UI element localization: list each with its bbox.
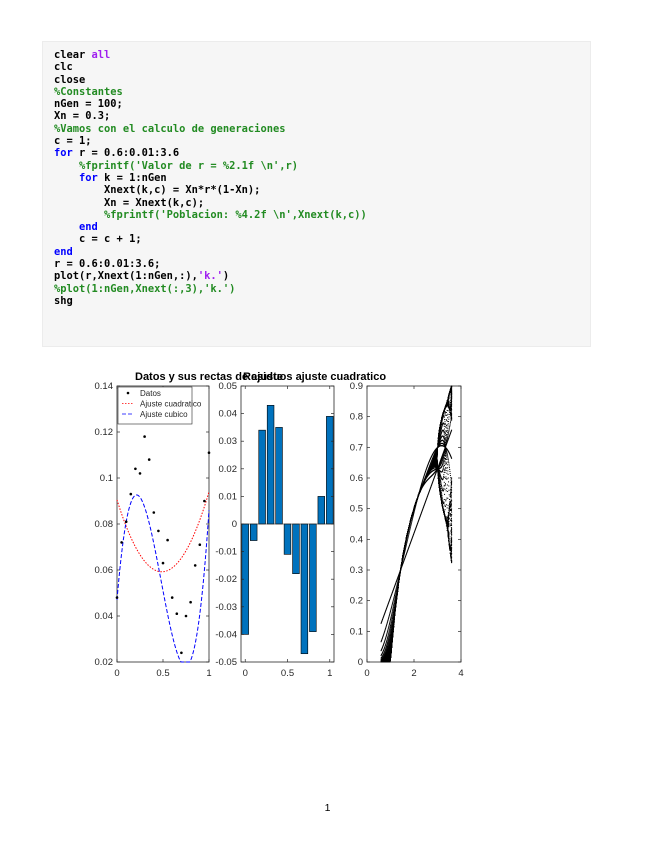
- code-line: [54, 270, 367, 282]
- bifurcation-point: [387, 638, 388, 639]
- code-token: [54, 172, 79, 184]
- code-token: clc: [54, 61, 73, 73]
- code-token: %Vamos con el calculo de generaciones: [54, 123, 285, 135]
- residual-bar: [250, 524, 257, 541]
- code-token: nGen = 100;: [54, 98, 123, 110]
- y-tick-label: 0.04: [95, 611, 114, 622]
- bifurcation-point: [391, 644, 392, 645]
- bifurcation-point: [389, 615, 390, 616]
- data-point: [139, 472, 142, 475]
- bifurcation-point: [391, 616, 392, 617]
- bifurcation-point: [390, 611, 391, 612]
- bifurcation-point: [388, 634, 389, 635]
- bifurcation-point: [390, 612, 391, 613]
- bifurcation-point: [390, 618, 391, 619]
- bifurcation-point: [387, 637, 388, 638]
- bifurcation-point: [391, 652, 392, 653]
- bifurcation-point: [391, 613, 392, 614]
- axes-box: [117, 386, 209, 662]
- bifurcation-point: [390, 610, 391, 611]
- code-token: c = c + 1;: [54, 233, 142, 245]
- bifurcation-point: [389, 624, 390, 625]
- data-point: [176, 612, 179, 615]
- code-token: shg: [54, 295, 73, 307]
- bifurcation-point: [391, 607, 392, 608]
- residual-bar: [267, 405, 274, 524]
- code-token: r = 0.6:0.01:3.6: [73, 147, 179, 159]
- residual-bar: [284, 524, 291, 554]
- data-point: [148, 458, 151, 461]
- x-tick-label: 1: [327, 668, 332, 679]
- code-token: k = 1:nGen: [98, 172, 167, 184]
- bifurcation-point: [388, 629, 389, 630]
- bifurcation-point: [388, 635, 389, 636]
- y-tick-label: 0.04: [219, 409, 238, 420]
- y-tick-label: 0.02: [95, 657, 114, 668]
- y-tick-label: 0.03: [219, 436, 238, 447]
- residual-bar: [301, 524, 308, 654]
- code-line: [54, 49, 367, 61]
- code-token: close: [54, 74, 85, 86]
- code-token: clear: [54, 49, 92, 61]
- y-tick-label: 0.06: [95, 565, 114, 576]
- bifurcation-point: [390, 660, 391, 661]
- code-token: end: [54, 246, 73, 258]
- residual-bar: [326, 416, 333, 524]
- bifurcation-point: [388, 627, 389, 628]
- bifurcation-point: [390, 620, 391, 621]
- bifurcation-point: [389, 614, 390, 615]
- data-point: [120, 541, 123, 544]
- code-token: all: [92, 49, 111, 61]
- data-point: [185, 615, 188, 618]
- residual-bar: [318, 496, 325, 524]
- code-line: [54, 197, 367, 209]
- y-tick-label: -0.05: [215, 657, 237, 668]
- residual-bar: [276, 427, 283, 524]
- bifurcation-point: [389, 631, 390, 632]
- code-token: r = 0.6:0.01:3.6;: [54, 258, 160, 270]
- data-point: [194, 564, 197, 567]
- y-tick-label: -0.01: [215, 547, 237, 558]
- bifurcation-point: [391, 650, 392, 651]
- code-listing: [54, 49, 367, 307]
- bifurcation-point: [388, 632, 389, 633]
- bifurcation-point: [387, 632, 388, 633]
- code-line: [54, 98, 367, 110]
- legend-entry: Ajuste cubico: [140, 410, 188, 419]
- bifurcation-point: [390, 619, 391, 620]
- bifurcation-point: [392, 641, 393, 642]
- bifurcation-point: [389, 613, 390, 614]
- bifurcation-point: [386, 640, 387, 641]
- code-token: ): [223, 270, 229, 282]
- data-point: [134, 468, 137, 471]
- code-line: [54, 123, 367, 135]
- code-token: Xnext(k,c) = Xn*r*(1-Xn);: [54, 184, 260, 196]
- residual-bar: [259, 430, 266, 524]
- data-point: [180, 652, 183, 655]
- y-tick-label: 0.05: [219, 381, 238, 392]
- x-tick-label: 0.5: [281, 668, 294, 679]
- bifurcation-point: [390, 609, 391, 610]
- bifurcation-point: [389, 623, 390, 624]
- bifurcation-point: [388, 633, 389, 634]
- bifurcation-point: [388, 626, 389, 627]
- bifurcation-point: [392, 611, 393, 612]
- code-line: [54, 209, 367, 221]
- code-token: 'k.': [198, 270, 223, 282]
- code-token: for: [54, 147, 73, 159]
- code-line: [54, 172, 367, 184]
- data-point: [125, 520, 128, 523]
- bifurcation-point: [392, 604, 393, 605]
- code-line: [54, 147, 367, 159]
- code-token: c = 1;: [54, 135, 92, 147]
- bifurcation-point: [391, 614, 392, 615]
- y-tick-label: 0.01: [219, 491, 238, 502]
- x-tick-label: 0: [243, 668, 248, 679]
- bifurcation-point: [390, 621, 391, 622]
- code-token: [54, 221, 79, 233]
- bifurcation-point: [389, 625, 390, 626]
- bifurcation-point: [391, 606, 392, 607]
- bifurcation-point: [387, 631, 388, 632]
- bifurcation-point: [389, 616, 390, 617]
- data-point: [157, 530, 160, 533]
- code-token: %fprintf('Poblacion: %4.2f \n',Xnext(k,c)): [104, 209, 367, 221]
- bifurcation-point: [388, 628, 389, 629]
- bifurcation-point: [389, 629, 390, 630]
- bifurcation-point: [389, 622, 390, 623]
- code-line: [54, 135, 367, 147]
- code-line: [54, 233, 367, 245]
- y-tick-label: 0.12: [95, 427, 114, 438]
- code-token: Xn = 0.3;: [54, 110, 110, 122]
- code-line: [54, 283, 367, 295]
- bifurcation-point: [391, 615, 392, 616]
- data-point: [199, 543, 202, 546]
- code-line: [54, 86, 367, 98]
- data-point: [208, 451, 211, 454]
- y-tick-label: -0.04: [215, 629, 237, 640]
- x-tick-label: 0.5: [156, 668, 169, 679]
- bifurcation-point: [390, 659, 391, 660]
- code-token: plot(r,Xnext(1:nGen,:),: [54, 270, 198, 282]
- residual-bar: [309, 524, 316, 632]
- data-point: [130, 493, 133, 496]
- y-tick-label: 0.08: [95, 519, 114, 530]
- bifurcation-point: [390, 655, 391, 656]
- x-tick-label: 1: [206, 668, 211, 679]
- legend-entry: Ajuste cuadratico: [140, 400, 202, 409]
- y-tick-label: 0.14: [95, 381, 114, 392]
- code-token: %Constantes: [54, 86, 123, 98]
- data-point: [189, 601, 192, 604]
- bifurcation-point: [391, 647, 392, 648]
- data-point: [143, 435, 146, 438]
- bifurcation-point: [390, 612, 391, 613]
- bifurcation-point: [392, 603, 393, 604]
- code-token: end: [79, 221, 98, 233]
- bifurcation-point: [386, 633, 387, 634]
- y-tick-label: -0.03: [215, 602, 237, 613]
- data-point: [166, 539, 169, 542]
- bifurcation-point: [387, 630, 388, 631]
- code-line: [54, 74, 367, 86]
- code-token: %plot(1:nGen,Xnext(:,3),'k.'): [54, 283, 235, 295]
- y-tick-label: 0.1: [100, 473, 113, 484]
- code-token: [54, 209, 104, 221]
- data-point: [116, 596, 119, 599]
- code-token: %fprintf('Valor de r = %2.1f \n',r): [79, 160, 298, 172]
- data-point: [162, 562, 165, 565]
- y-tick-label: -0.02: [215, 574, 237, 585]
- data-point: [203, 500, 206, 503]
- code-line: [54, 61, 367, 73]
- code-line: [54, 258, 367, 270]
- bifurcation-point: [389, 630, 390, 631]
- chart-title: Residuos ajuste cuadratico: [243, 371, 386, 383]
- code-token: Xn = Xnext(k,c);: [54, 197, 204, 209]
- bifurcation-point: [388, 617, 389, 618]
- code-block: [42, 41, 591, 347]
- figure-canvas: [70, 368, 480, 688]
- code-line: [54, 184, 367, 196]
- bifurcation-point: [391, 605, 392, 606]
- residual-bar: [293, 524, 300, 574]
- bifurcation-point: [390, 617, 391, 618]
- legend-marker: [127, 392, 130, 395]
- legend-entry: Datos: [140, 389, 161, 398]
- data-point: [153, 511, 156, 514]
- bifurcation-point: [392, 612, 393, 613]
- code-line: [54, 221, 367, 233]
- code-line: [54, 110, 367, 122]
- bifurcation-point: [387, 639, 388, 640]
- x-tick-label: 0: [114, 668, 119, 679]
- y-tick-label: 0.02: [219, 464, 238, 475]
- code-token: [54, 160, 79, 172]
- bifurcation-point: [387, 630, 388, 631]
- bifurcation-point: [390, 657, 391, 658]
- data-point: [171, 596, 174, 599]
- figure: [70, 368, 480, 688]
- code-line: [54, 246, 367, 258]
- code-line: [54, 295, 367, 307]
- y-tick-label: 0: [232, 519, 237, 530]
- code-token: for: [79, 172, 98, 184]
- bifurcation-point: [390, 626, 391, 627]
- chart-title: Datos y sus rectas de ajuste: [135, 371, 283, 383]
- code-line: [54, 160, 367, 172]
- bifurcation-point: [387, 636, 388, 637]
- bifurcation-point: [389, 628, 390, 629]
- bifurcation-point: [391, 608, 392, 609]
- bifurcation-point: [390, 627, 391, 628]
